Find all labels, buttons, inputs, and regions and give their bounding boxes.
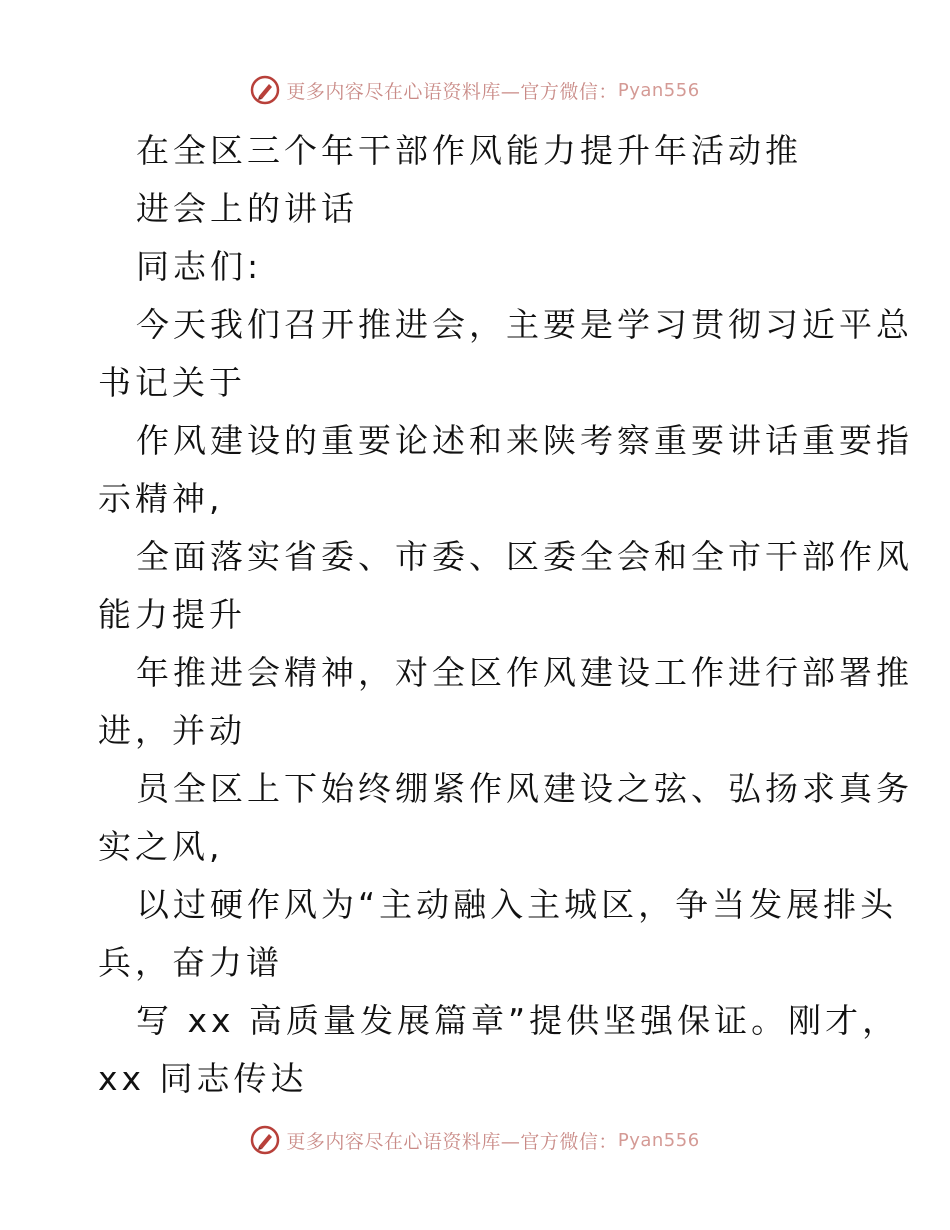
watermark-id: Pyan556 <box>617 79 700 101</box>
paragraph-line: 实之风, <box>98 827 224 866</box>
paragraph-line: 全面落实省委、市委、区委全会和全市干部作风 <box>136 537 913 576</box>
paragraph-line: 以过硬作风为“主动融入主城区，争当发展排头 <box>136 885 898 924</box>
document-body <box>98 122 913 1108</box>
paragraph-line: 示精神, <box>98 479 224 518</box>
title-line-2: 进会上的讲话 <box>136 189 358 228</box>
watermark-footer <box>0 1120 950 1160</box>
watermark-text: 更多内容尽在心语资料库—官方微信： <box>286 1130 618 1153</box>
paragraph-line: 写 xx 高质量发展篇章”提供坚强保证。刚才， <box>136 1001 900 1040</box>
paragraph-line: 能力提升 <box>98 595 246 634</box>
watermark-text: 更多内容尽在心语资料库—官方微信： <box>286 80 618 103</box>
paragraph-line: 书记关于 <box>98 363 246 402</box>
title-line-1: 在全区三个年干部作风能力提升年活动推 <box>136 131 802 170</box>
paragraph-line: 兵，奋力谱 <box>98 943 283 982</box>
paragraph-line: 作风建设的重要论述和来陕考察重要讲话重要指 <box>136 421 913 460</box>
pen-logo-icon <box>250 75 280 105</box>
pen-logo-icon <box>250 1125 280 1155</box>
paragraph-line: 今天我们召开推进会，主要是学习贯彻习近平总 <box>136 305 913 344</box>
paragraph-line: 进，并动 <box>98 711 246 750</box>
watermark-id: Pyan556 <box>617 1129 700 1151</box>
paragraph-line: 员全区上下始终绷紧作风建设之弦、弘扬求真务 <box>136 769 913 808</box>
salutation: 同志们: <box>136 247 263 286</box>
paragraph-line: 年推进会精神，对全区作风建设工作进行部署推 <box>136 653 913 692</box>
watermark-header <box>0 70 950 110</box>
paragraph-line: xx 同志传达 <box>98 1059 308 1098</box>
